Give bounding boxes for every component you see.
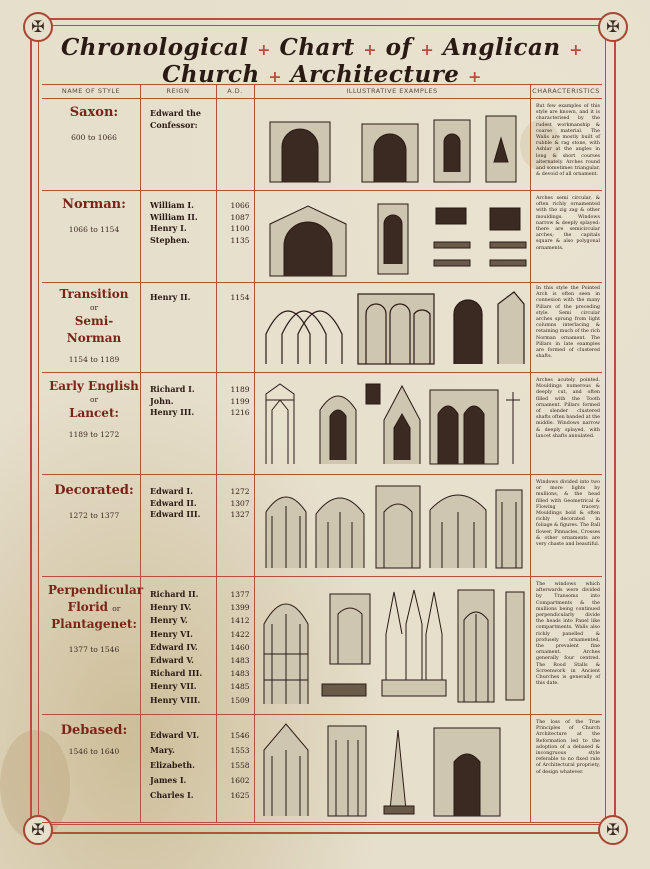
- row-rule: [42, 576, 602, 577]
- style-name-line: Norman:: [62, 197, 126, 212]
- reign-item: Elizabeth.: [150, 760, 195, 770]
- style-name: [48, 482, 140, 524]
- reign-item: John.: [150, 395, 174, 406]
- year-item: 1307: [230, 498, 250, 508]
- characteristics-text: Arches acutely pointed. Mouldings numerous & deeply cut, and often filled with the Tooth ornament. Pillars formed of slender clustered shafts often banded at the middle. Windows narrow & deeply splayed, with lancet shafts annulated.: [536, 378, 600, 439]
- reign-list: [150, 588, 222, 707]
- reign-list: [150, 486, 222, 521]
- reign-list: [150, 384, 222, 419]
- early-english-illustration: [258, 380, 530, 468]
- reign-item: Richard II.: [150, 589, 199, 599]
- row-rule: [42, 282, 602, 283]
- year-list: [226, 486, 254, 521]
- year-list: [226, 200, 254, 246]
- reign-item: Edward IV.: [150, 641, 198, 652]
- reign-item: William II.: [150, 211, 198, 222]
- examples-illustration: [258, 102, 530, 190]
- style-name-line: Plantagenet:: [51, 617, 137, 631]
- year-item: 1558: [230, 761, 250, 770]
- table-row: [42, 476, 602, 576]
- perpendicular-illustration: [258, 584, 530, 708]
- year-item: 1625: [230, 791, 250, 800]
- style-name-line: Transition: [59, 287, 129, 301]
- reign-item: Stephen.: [150, 234, 190, 245]
- style-name-line: Perpendicular: [48, 583, 144, 597]
- style-name-line: or: [89, 395, 99, 404]
- table-row: [42, 284, 602, 372]
- corner-rosette-icon: ✠: [23, 12, 53, 42]
- style-dates: 600 to 1066: [71, 133, 117, 142]
- header-ad: A.D.: [227, 87, 243, 95]
- style-name-line: Lancet:: [69, 406, 119, 420]
- table-row: [42, 192, 602, 282]
- title-word: Chronological: [60, 34, 249, 61]
- year-item: 1216: [230, 408, 250, 418]
- table-row: [42, 100, 602, 190]
- reign-list: [150, 108, 222, 131]
- year-item: 1553: [230, 746, 250, 755]
- year-item: 1327: [230, 510, 250, 520]
- style-name: [48, 582, 144, 658]
- style-dates: 1377 to 1546: [68, 645, 120, 654]
- chart-title: [42, 34, 602, 88]
- reign-item: Edward V.: [150, 655, 194, 666]
- reign-item: Edward III.: [150, 509, 201, 520]
- year-item: 1422: [230, 629, 250, 639]
- reign-item: Henry II.: [150, 292, 191, 302]
- reign-item: Richard III.: [150, 668, 203, 679]
- reign-item: James I.: [150, 775, 187, 785]
- style-name: [48, 378, 140, 443]
- style-name-line: Decorated:: [54, 483, 134, 498]
- style-dates: 1154 to 1189: [68, 355, 120, 364]
- characteristics-text: The loss of the True Principles of Church Architecture at the Reformation led to the adoption of a debased & incongruous style referable to no fixed rule of Architectural propriety, of design whatever.: [536, 720, 600, 775]
- style-name-line: Semi-Norman: [66, 314, 122, 345]
- title-cross: +: [363, 40, 378, 59]
- style-name-line: or: [89, 303, 99, 312]
- characteristics-text: In this style the Pointed Arch is often seen in connexion with the many Pillars of the preceding style. Semi circular arches sprung from light columns interlacing & retaining much of the rich Norman ornament. The Pillars in late examples are formed of clustered shafts.: [536, 286, 600, 360]
- style-name: [48, 722, 140, 760]
- reign-item: Henry VI.: [150, 628, 193, 639]
- year-item: 1377: [230, 590, 250, 599]
- header-rule: [42, 98, 602, 99]
- characteristics-text: Windows divided into two or more lights by mullions, & the head filled with Geometrical & Flowing tracery. Mouldings bold & often richly decorated in foliage & figures. The Ball flower, Pinnacles, Crosses & other ornaments are very chaste and beautiful.: [536, 480, 600, 548]
- debased-illustration: [258, 720, 530, 818]
- reign-item: Henry VII.: [150, 681, 197, 692]
- year-item: 1485: [230, 682, 250, 692]
- year-item: 1546: [230, 731, 250, 740]
- year-item: 1399: [230, 603, 250, 613]
- decorated-windows-illustration: [258, 482, 530, 570]
- reign-list: [150, 292, 222, 304]
- year-item: 1483: [230, 656, 250, 666]
- title-word: of: [385, 34, 412, 61]
- corner-rosette-icon: ✠: [598, 12, 628, 42]
- year-list: [226, 588, 254, 707]
- examples-illustration: [258, 194, 530, 282]
- year-item: 1412: [230, 616, 250, 626]
- examples-illustration: [258, 380, 530, 468]
- style-dates: 1066 to 1154: [68, 225, 120, 234]
- style-dates: 1272 to 1377: [68, 511, 120, 520]
- style-name-line: Early English: [49, 379, 139, 393]
- year-item: 1154: [230, 293, 250, 302]
- reign-list: [150, 728, 222, 803]
- reign-item: Confessor:: [150, 119, 198, 130]
- row-rule: [42, 474, 602, 475]
- examples-illustration: [258, 482, 530, 570]
- year-item: 1087: [230, 212, 250, 222]
- title-cross: +: [268, 67, 283, 86]
- year-item: 1135: [230, 235, 250, 245]
- style-name: [48, 286, 140, 368]
- reign-item: Richard I.: [150, 384, 195, 394]
- reign-item: Edward VI.: [150, 730, 200, 740]
- table-bottom-rule: [42, 822, 602, 823]
- characteristics-text: The windows which afterwards were divided by Transoms into Compartments & the mullions being continued perpendicularly divide the heads into Panel like compartments. Walls also richly panelled & profusely ornamented, the prevalent fine ornament. Arches generally four centred. The Rood Stalls & Screenwork in Ancient Churches is generally of this date.: [536, 582, 600, 687]
- header-reign: REIGN: [166, 87, 190, 95]
- examples-illustration: [258, 720, 530, 818]
- title-word: Church: [162, 61, 260, 88]
- characteristics-text: But few examples of this style are known, and it is characterised by the rudest workmanship & coarse material. The Walls are mostly built of rubble & rag stone, with Ashlar at the angles in long & short courses alternately. Arches round and sometimes triangular, & devoid of all ornament.: [536, 104, 600, 178]
- year-item: 1602: [230, 776, 250, 785]
- saxon-arches-illustration: [258, 102, 530, 190]
- title-cross: +: [569, 40, 584, 59]
- style-name-line: or: [112, 604, 121, 613]
- header-style: NAME OF STYLE: [61, 87, 121, 95]
- year-item: 1066: [230, 201, 250, 210]
- year-list: [226, 384, 254, 419]
- row-rule: [42, 190, 602, 191]
- table-row: [42, 374, 602, 474]
- reign-item: William I.: [150, 200, 194, 210]
- year-item: 1272: [230, 487, 250, 496]
- reign-item: Henry IV.: [150, 602, 192, 613]
- year-item: 1100: [230, 224, 250, 234]
- title-word: Architecture: [290, 61, 460, 88]
- year-item: 1483: [230, 669, 250, 679]
- year-item: 1189: [230, 385, 250, 394]
- header-examples: ILLUSTRATIVE EXAMPLES: [346, 87, 438, 95]
- table-row: [42, 578, 602, 714]
- title-cross: +: [467, 67, 482, 86]
- style-name-line: Debased:: [60, 723, 128, 738]
- header-characteristics: CHARACTERISTICS: [532, 87, 600, 95]
- title-word: Chart: [279, 34, 355, 61]
- norman-arches-illustration: [258, 194, 530, 282]
- style-name-line: Florid: [67, 600, 109, 614]
- corner-rosette-icon: ✠: [598, 815, 628, 845]
- reign-item: Henry III.: [150, 407, 195, 418]
- title-cross: +: [257, 40, 271, 59]
- reign-item: Edward I.: [150, 486, 193, 496]
- reign-item: Charles I.: [150, 790, 194, 800]
- year-list: [226, 728, 254, 803]
- year-item: 1460: [230, 642, 250, 652]
- reign-item: Edward II.: [150, 497, 197, 508]
- reign-item: Henry VIII.: [150, 694, 201, 705]
- title-word: Anglican: [442, 34, 561, 61]
- examples-illustration: [258, 584, 530, 708]
- style-name-line: Saxon:: [69, 105, 119, 120]
- table-row: [42, 716, 602, 822]
- examples-illustration: [258, 284, 530, 372]
- reign-list: [150, 200, 222, 246]
- row-rule: [42, 372, 602, 373]
- row-rule: [42, 714, 602, 715]
- title-cross: +: [420, 40, 435, 59]
- reign-item: Mary.: [150, 745, 175, 755]
- style-name: [48, 104, 140, 146]
- year-item: 1509: [230, 695, 250, 705]
- style-dates: 1189 to 1272: [68, 430, 120, 439]
- corner-rosette-icon: ✠: [23, 815, 53, 845]
- characteristics-text: Arches semi circular, & often richly ornamented with the zig zag & other mouldings. Windows narrow & deeply splayed: there are semicircular arches; the capitals square & also polygonal ornaments.: [536, 196, 600, 251]
- reign-item: Henry V.: [150, 615, 188, 626]
- reign-item: Henry I.: [150, 223, 187, 234]
- transition-arches-illustration: [258, 284, 530, 372]
- reign-item: Edward the: [150, 108, 201, 118]
- year-list: [226, 292, 254, 304]
- style-dates: 1546 to 1640: [68, 747, 120, 756]
- style-name: [48, 196, 140, 238]
- year-item: 1199: [230, 396, 250, 406]
